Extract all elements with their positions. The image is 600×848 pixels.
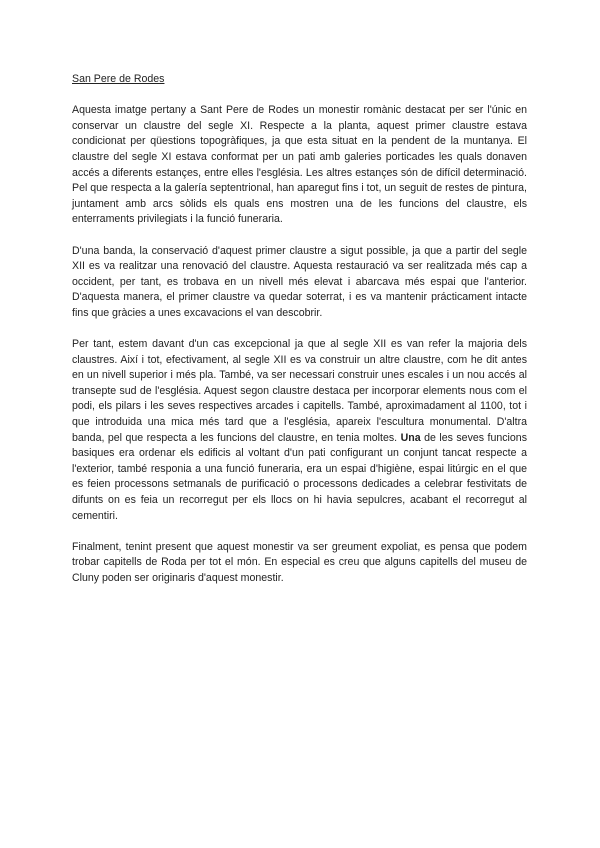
paragraph-3-text-start: Per tant, estem davant d'un cas excepcional ja que al segle XII es van refer la majoria dels claustres. Així i tot, efectivament, al segle XII es va construir un altre claustre, com he dit antes en un nivell superior i més pla. També, va ser necessari construir unes escales i un nou accés al transepte sud de l'església. Aquest segon claustre destaca per incorporar elements nous com el podi, els pilars i les seves respectives arcades i capitells. També, aproximadament al 1100, tot i que introduida una mica més tard que a l'església, apareix l'escultura monumental. D'altra banda, pel que respecta a les funcions del claustre, en tenia moltes. — [72, 338, 527, 444]
document-body — [72, 72, 527, 602]
paragraph-1: Aquesta imatge pertany a Sant Pere de Rodes un monestir romànic destacat per ser l'únic en conservar un claustre del segle XI. Respecte a la planta, aquest primer claustre estava condicionat per qüestions topogràfiques, ja que esta situat en la pendent de la muntanya. El claustre del segle XI estava conformat per un pati amb galeries porticades les quals donaven accés a diferents estançes, entre elles l'església. Les altres estançes són de difícil determinació. Pel que respecta a la galería septentrional, han aparegut fins i tot, un seguit de restes de pintura, juntament amb arcs sòlids els quals ens mostren una de les funcions del claustre, els enterraments privilegiats i la funció funeraria. — [72, 104, 527, 226]
document-title: San Pere de Rodes — [72, 73, 165, 85]
paragraph-4: Finalment, tenint present que aquest monestir va ser greument expoliat, es pensa que podem trobar capitells de Roda per tot el món. En especial es creu que alguns capitells del museu de Cluny poden ser originaris d'aquest monestir. — [72, 540, 527, 584]
paragraph-3-bold-word: Una — [400, 431, 421, 444]
paragraph-3 — [72, 337, 527, 524]
paragraph-3-text-end: de les seves funcions basiques era ordenar els edificis al voltant d'un pati configurant un conjunt tancat respecte a l'exterior, també responia a una funció funeraria, era un espai d'higiène, espai litúrgic en el que es feien processons setmanals de purificació o processons dedicades a celebrar festivitats de difunts on es feia un recorregut per els llocs on hi havia sepulcres, acabant el recorregut al cementiri. — [72, 431, 527, 522]
paragraph-2: D'una banda, la conservació d'aquest primer claustre a sigut possible, ja que a partir del segle XII es va realitzar una renovació del claustre. Aquesta restauració va ser realitzada més cap a occident, per tant, es trobava en un nivell més elevat i abarcava més espai que l'anterior. D'aquesta manera, el primer claustre va quedar soterrat, i es va mantenir prácticament intacte fins que gràcies a unes excavacions el van descobrir. — [72, 244, 527, 319]
